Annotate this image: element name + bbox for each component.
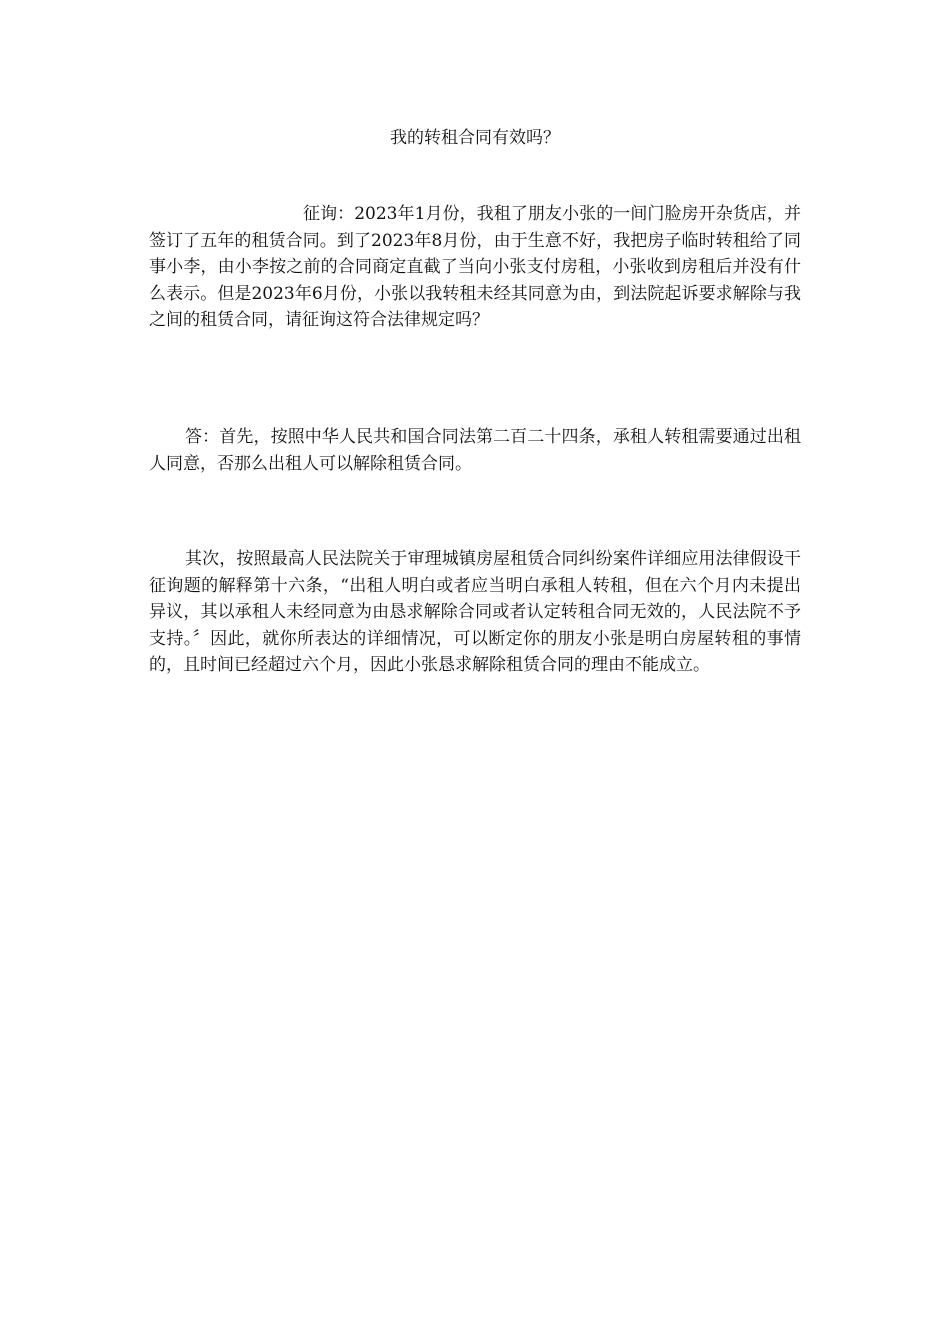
answer-paragraph-second: 其次，按照最高人民法院关于审理城镇房屋租赁合同纠纷案件详细应用法律假设干征询题的解释第十六条，“出租人明白或者应当明白承租人转租，但在六个月内未提出异议，其以承租人未经同意为由恳求解除合同或者认定转租合同无效的，人民法院不予支持。〞因此，就你所表达的详细情况，可以断定你的朋友小张是明白房屋转租的事情的，且时间已经超过六个月，因此小张恳求解除租赁合同的理由不能成立。 [149, 549, 801, 675]
answer-paragraph-first: 答：首先，按照中华人民共和国合同法第二百二十四条，承租人转租需要通过出租人同意，否那么出租人可以解除租赁合同。 [149, 427, 801, 474]
document-title: 我的转租合同有效吗？ [390, 128, 560, 148]
question-paragraph: 征询：2023年1月份，我租了朋友小张的一间门脸房开杂货店，并签订了五年的租赁合同。到了2023年8月份，由于生意不好，我把房子临时转租给了同事小李，由小李按之前的合同商定直截了当向小张支付房租，小张收到房租后并没有什么表示。但是2023年6月份，小张以我转租未经其同意为由，到法院起诉要求解除与我之间的租赁合同，请征询这符合法律规定吗？ [149, 204, 801, 330]
